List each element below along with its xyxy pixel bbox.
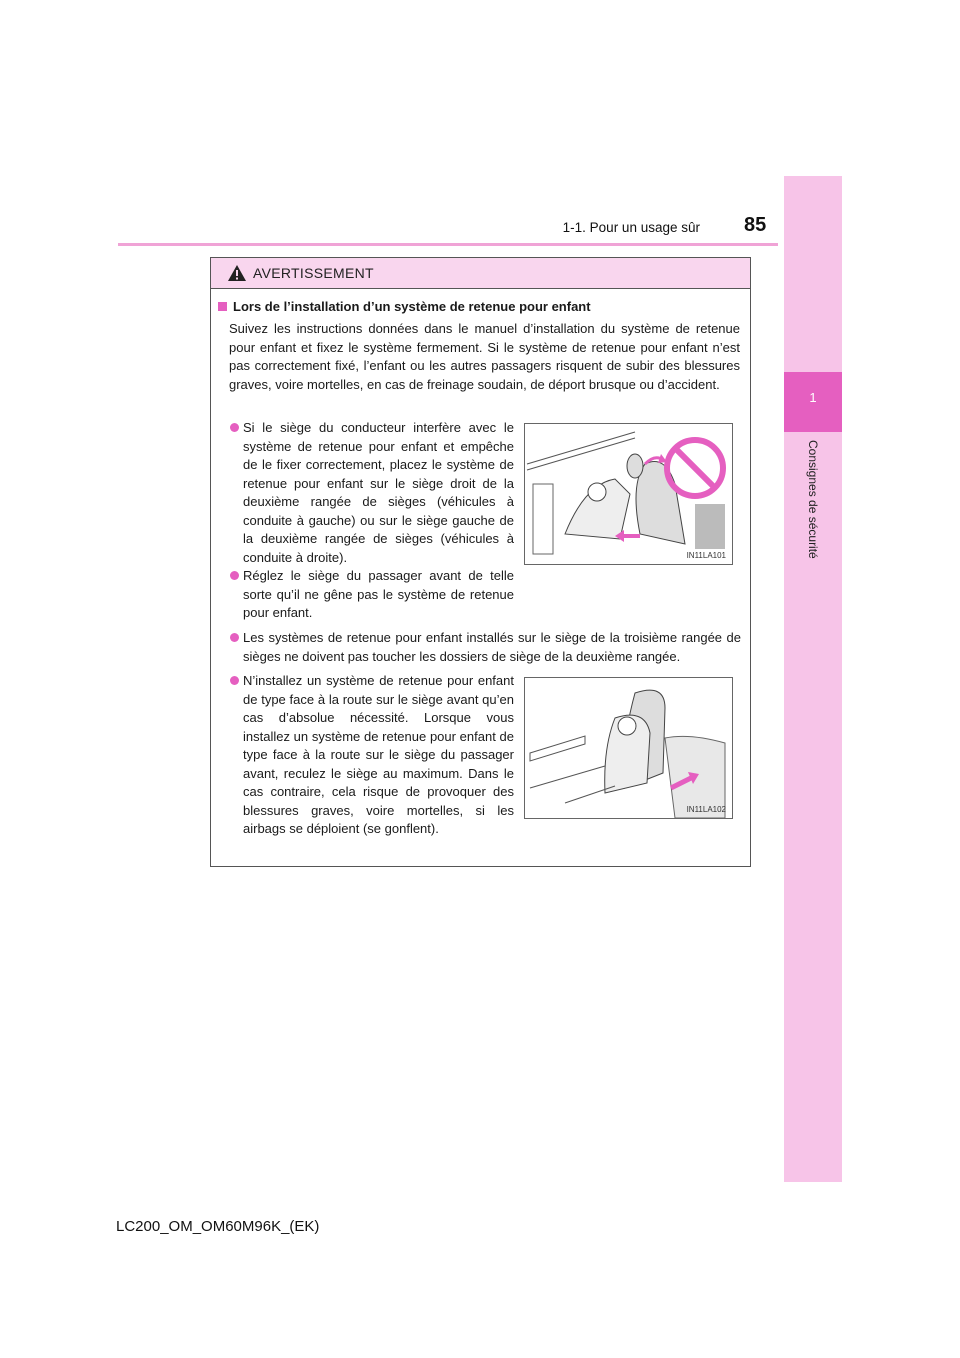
bullet-text: Si le siège du conducteur interfère avec le système de retenue pour enfant et empêche de le fixer correctement, placez le système de retenue pour enfant sur le siège droit de la deuxième rangée de sièges (véhicules à conduite à gauche) ou sur le siège gauche de la deuxième rangée de sièges (véhicules à conduite à droite).: [243, 420, 514, 565]
figure-code: IN11LA102: [686, 805, 726, 814]
forward-facing-seat-illustration: [525, 678, 732, 818]
section-title: 1-1. Pour un usage sûr: [562, 220, 700, 235]
square-bullet-icon: [218, 302, 227, 311]
bullet-text: Les systèmes de retenue pour enfant installés sur le siège de la troisième rangée de sièges ne doivent pas toucher les dossiers de siège de la deuxième rangée.: [243, 630, 741, 664]
warning-triangle-icon: [227, 264, 247, 282]
bullet-item: [243, 629, 741, 666]
header-rule: [118, 243, 778, 246]
figure-forward-facing-seat: [524, 677, 733, 819]
warning-heading: [218, 299, 591, 314]
bullet-dot-icon: [230, 571, 239, 580]
bullet-dot-icon: [230, 633, 239, 642]
bullet-item: [243, 419, 514, 567]
seat-interference-illustration: [525, 424, 732, 564]
bullet-dot-icon: [230, 676, 239, 685]
document-code: LC200_OM_OM60M96K_(EK): [116, 1218, 320, 1235]
page-number: 85: [744, 214, 767, 236]
warning-header: [211, 258, 750, 289]
bullet-text: Réglez le siège du passager avant de telle sorte qu’il ne gêne pas le système de retenue pour enfant.: [243, 568, 514, 620]
bullet-item: [243, 672, 514, 839]
warning-heading-text: Lors de l’installation d’un système de retenue pour enfant: [233, 299, 591, 314]
figure-seat-interference: [524, 423, 733, 565]
chapter-number: 1: [809, 390, 817, 405]
bullet-text: N’installez un système de retenue pour enfant de type face à la route sur le siège avant qu’en cas d’absolue nécessité. Lorsque vous installez un système de retenue pour enfant de type face à la route sur le siège du passager avant, reculez le siège au maximum. Dans le cas contraire, cela risque de provoquer des blessures graves, voire mortelles, si les airbags se déploient (se gonflent).: [243, 673, 514, 836]
warning-paragraph: Suivez les instructions données dans le manuel d’installation du système de retenue pour enfant et fixez le système fermement. Si le système de retenue pour enfant n’est pas correctement fixé, l’enfant ou les autres passagers risquent de subir des blessures graves, voire mortelles, en cas de freinage soudain, de déport brusque ou d’accident.: [229, 321, 740, 392]
bullet-item: [243, 567, 514, 623]
chapter-side-tab: [784, 176, 842, 1182]
bullet-dot-icon: [230, 423, 239, 432]
warning-title: AVERTISSEMENT: [253, 265, 374, 281]
figure-code: IN11LA101: [686, 551, 726, 560]
chapter-title: Consignes de sécurité: [806, 440, 820, 559]
